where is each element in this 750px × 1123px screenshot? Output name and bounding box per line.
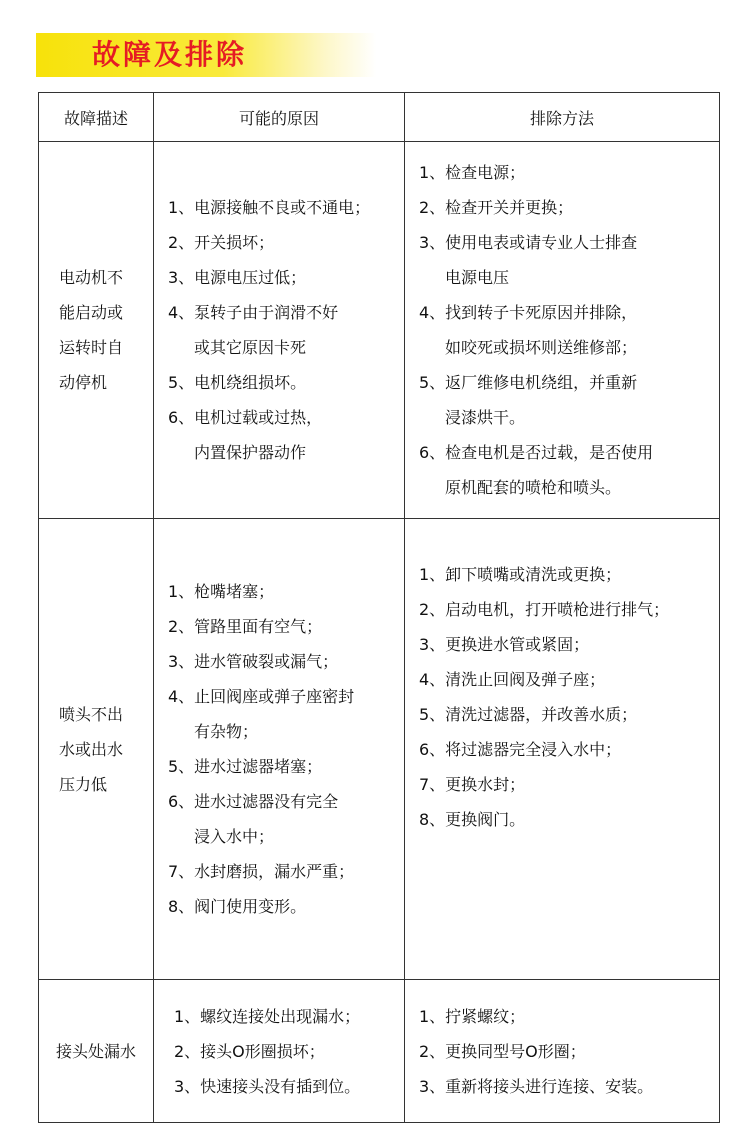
cause-cell [154,980,405,1123]
cause-cell [154,519,405,980]
solution-item: 原机配套的喷枪和喷头。 [445,478,622,497]
cause-cell [154,142,405,519]
table-row [39,142,720,519]
cause-item: 6、电机过载或过热， [168,408,323,427]
cause-item: 5、电机绕组损坏。 [168,373,307,392]
fault-line: 动停机 [59,373,108,392]
cause-item: 2、开关损坏； [168,233,275,252]
fault-line: 喷头不出 [59,704,124,724]
solution-item: 3、更换进水管或紧固； [419,635,590,654]
solution-item: 1、卸下喷嘴或清洗或更换； [419,565,622,584]
cause-item: 8、阀门使用变形。 [168,897,307,916]
solution-item: 6、检查电机是否过载，是否使用 [419,443,654,462]
cause-item: 2、管路里面有空气； [168,617,323,636]
fault-line: 能启动或 [59,303,124,322]
cause-item: 5、进水过滤器堵塞； [168,757,323,776]
solution-item: 3、重新将接头进行连接、安装。 [419,1076,654,1096]
solution-item: 2、更换同型号O形圈； [419,1041,586,1061]
fault-line: 电动机不 [59,268,124,287]
solution-item: 浸漆烘干。 [445,408,526,427]
solution-item: 5、返厂维修电机绕组，并重新 [419,373,638,392]
cause-item: 有杂物； [194,722,259,741]
solution-item: 4、找到转子卡死原因并排除， [419,303,638,322]
solution-item: 1、拧紧螺纹； [419,1006,526,1026]
solution-item: 6、将过滤器完全浸入水中； [419,740,622,759]
cause-item: 或其它原因卡死 [194,338,307,357]
cause-item: 4、止回阀座或弹子座密封 [168,687,355,706]
solution-item: 1、检查电源； [419,163,526,182]
page-title: 故障及排除 [92,38,248,71]
solution-cell [405,519,720,980]
cause-item: 2、接头O形圈损坏； [174,1041,325,1061]
solution-item: 2、检查开关并更换； [419,198,574,217]
cause-item: 浸入水中； [194,827,275,846]
header-solution: 排除方法 [405,93,720,142]
fault-line: 压力低 [59,774,108,794]
cause-item: 3、电源电压过低； [168,268,307,287]
solution-item: 电源电压 [445,268,510,287]
fault-line: 运转时自 [59,338,124,357]
troubleshooting-table [38,92,720,1123]
cause-item: 内置保护器动作 [194,443,307,462]
solution-item: 2、启动电机，打开喷枪进行排气； [419,600,670,619]
solution-item: 8、更换阀门。 [419,810,526,829]
solution-item: 7、更换水封； [419,775,526,794]
header-cause: 可能的原因 [154,93,405,142]
cause-item: 3、快速接头没有插到位。 [174,1076,361,1096]
solution-item: 4、清洗止回阀及弹子座； [419,670,606,689]
fault-cell [39,142,154,519]
solution-item: 如咬死或损坏则送维修部； [445,338,638,357]
fault-line: 接头处漏水 [55,1041,136,1061]
fault-cell [39,519,154,980]
fault-line: 水或出水 [59,739,124,759]
cause-item: 6、进水过滤器没有完全 [168,792,339,811]
table-row [39,980,720,1123]
header-fault: 故障描述 [39,93,154,142]
cause-item: 4、泵转子由于润滑不好 [168,303,339,322]
solution-item: 5、清洗过滤器，并改善水质； [419,705,638,724]
fault-cell [39,980,154,1123]
solution-item: 3、使用电表或请专业人士排查 [419,233,638,252]
cause-item: 1、螺纹连接处出现漏水； [174,1006,361,1026]
solution-cell [405,980,720,1123]
cause-item: 3、进水管破裂或漏气； [168,652,339,671]
table-row [39,519,720,980]
table-header-row [39,93,720,142]
solution-cell [405,142,720,519]
cause-item: 1、枪嘴堵塞； [168,582,275,601]
cause-item: 7、水封磨损，漏水严重； [168,862,355,881]
cause-item: 1、电源接触不良或不通电； [168,198,371,217]
